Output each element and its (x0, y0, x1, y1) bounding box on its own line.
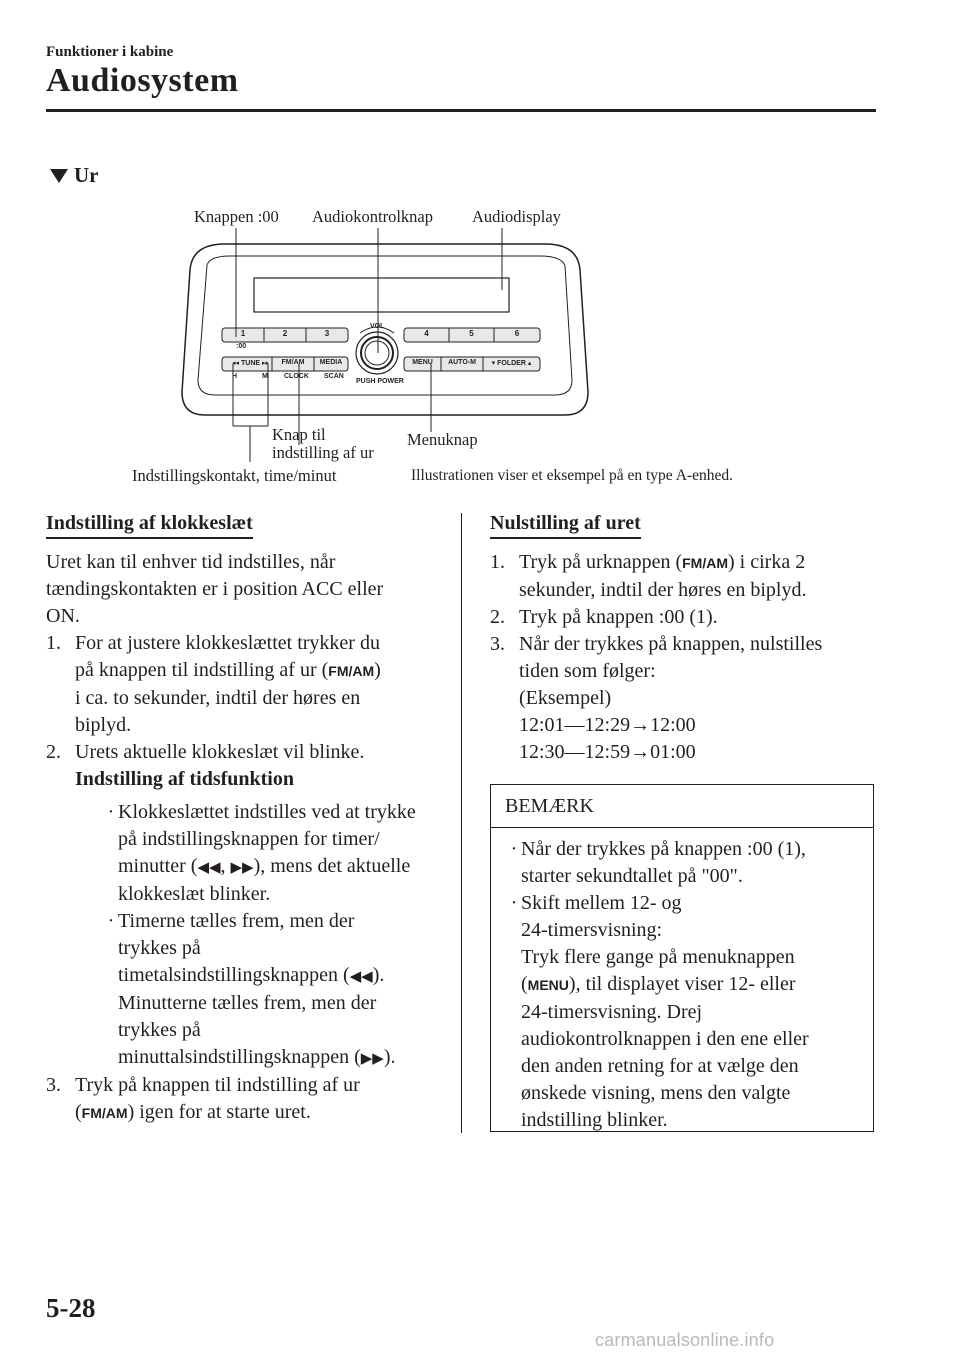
reset-step-1: 1. Tryk på urknappen (FM/AM) i cirka 2 sekunder, indtil der høres en biplyd. (490, 551, 807, 601)
seek-forward-icon: ▶▶ (230, 859, 254, 876)
seek-back-icon: ◀◀ (349, 968, 373, 985)
media-label: MEDIA (319, 359, 343, 366)
figure-caption: Illustrationen viser et eksempel på en type A-enhed. (411, 467, 733, 484)
preset-sub-label: :00 (236, 343, 247, 350)
folder-label: ▾ FOLDER ▴ (491, 360, 532, 367)
intro-line: Uret kan til enhver tid indstilles, når (46, 551, 336, 573)
step-2: 2. Urets aktuelle klokkeslæt vil blinke. Indstilling af tidsfunktion · Klokkeslættet indstilles ved at trykke på indstillingsknappen for timer/ minutter (◀◀, ▶▶), mens det aktuelle klokkeslæt blinker. · Timerne tælles frem, men der trykkes på timetalsindstillingsknappen (◀◀). Minutterne tælles frem, men der trykkes på minuttalsindstillingsknappen (▶▶). (46, 739, 456, 1072)
preset-1-label: 1 (240, 329, 246, 338)
scan-label: SCAN (324, 373, 344, 380)
preset-5-label: 5 (469, 329, 474, 338)
fm-am-label: FM/AM (281, 359, 305, 366)
fm-am-button-glyph: FM/AM (328, 663, 375, 679)
menu-button-glyph: MENU (527, 977, 569, 993)
label-clock-button: Knap til indstilling af ur (272, 425, 374, 462)
clock-label: CLOCK (284, 373, 309, 380)
watermark: carmanualsonline.info (595, 1330, 775, 1350)
tune-label: ◂◂ TUNE ▸▸ (232, 360, 270, 367)
step-1: 1. For at justere klokkeslættet trykker du på knappen til indstilling af ur (FM/AM) i ca. to sekunder, indtil der høres en biplyd. (46, 632, 381, 736)
reset-step-2: 2. Tryk på knappen :00 (1). (490, 606, 718, 628)
bullet-item: · Timerne tælles frem, men der trykkes på timetalsindstillingsknappen (◀◀). Minutterne tælles frem, men der trykkes på minuttalsindstillingsknappen (▶▶). (107, 910, 396, 1068)
right-heading: Nulstilling af uret (490, 512, 641, 539)
label-menu-button: Menuknap (407, 430, 478, 449)
note-box (490, 784, 874, 1132)
label-audio-knob: Audiokontrolknap (312, 207, 433, 226)
note-item: · Når der trykkes på knappen :00 (1), starter sekundtallet på "00". (510, 838, 806, 887)
seek-back-icon: ◀◀ (197, 859, 221, 876)
h-label: H (232, 373, 238, 380)
sub-heading: Indstilling af tidsfunktion (75, 768, 294, 790)
note-title: BEMÆRK (491, 785, 873, 828)
left-column (46, 549, 456, 1127)
preset-2-label: 2 (282, 329, 288, 338)
note-item: · Skift mellem 12- og 24-timersvisning: Tryk flere gange på menuknappen (MENU), til displayet viser 12- eller 24-timersvisning. Drej audiokontrolknappen i den ene eller den anden retning for at vælge den ønskede visning, mens den valgte indstilling blinker. (510, 892, 809, 1131)
section-title-text: Ur (74, 163, 99, 187)
page-number: 5-28 (46, 1293, 96, 1323)
intro-line: ON. (46, 605, 80, 627)
fm-am-button-glyph: FM/AM (81, 1105, 128, 1121)
label-hour-button: Knappen :00 (194, 207, 279, 226)
page-title: Audiosystem (46, 62, 239, 99)
preset-4-label: 4 (424, 329, 429, 338)
step-3: 3. Tryk på knappen til indstilling af ur (FM/AM) igen for at starte uret. (46, 1074, 360, 1123)
label-audio-display: Audiodisplay (472, 207, 561, 226)
vol-label: VOL (370, 323, 385, 330)
column-divider (461, 513, 462, 1133)
bullet-list (46, 799, 456, 1072)
chapter-label: Funktioner i kabine (46, 44, 174, 60)
bullet-item: · Klokkeslættet indstilles ved at trykke på indstillingsknappen for timer/ minutter (◀◀, ▶▶), mens det aktuelle klokkeslæt blinker. (107, 801, 416, 905)
m-label: M (262, 373, 268, 380)
label-hour-min-switch: Indstillingskontakt, time/minut (132, 466, 337, 485)
preset-6-label: 6 (514, 329, 520, 338)
reset-step-3: 3. Når der trykkes på knappen, nulstilles tiden som følger: (Eksempel) 12:01―12:29→12:00 12:30―12:59→01:00 (490, 633, 823, 763)
auto-m-label: AUTO-M (448, 359, 476, 366)
radio-panel-illustration (0, 0, 960, 500)
push-power-label: PUSH POWER (356, 378, 404, 385)
preset-3-label: 3 (324, 329, 330, 338)
right-column (490, 549, 875, 766)
seek-forward-icon: ▶▶ (360, 1050, 384, 1067)
note-body (491, 828, 873, 1134)
menu-panel-label: MENU (412, 359, 433, 366)
left-heading: Indstilling af klokkeslæt (46, 512, 253, 539)
intro-line: tændingskontakten er i position ACC eller (46, 578, 384, 600)
fm-am-button-glyph: FM/AM (682, 555, 729, 571)
